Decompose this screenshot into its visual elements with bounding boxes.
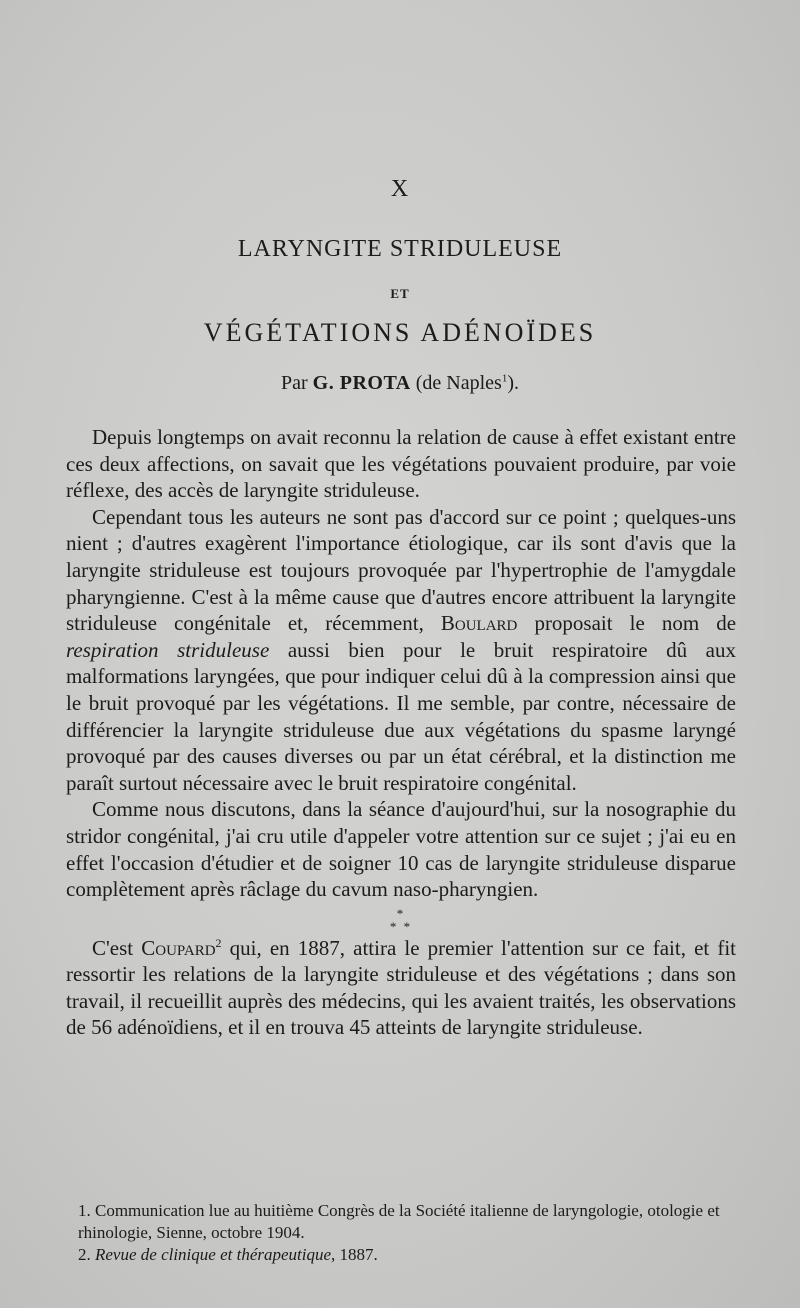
footnote-ref-2: 2: [215, 935, 222, 950]
byline-prefix: Par: [281, 372, 308, 394]
article-title-line1: LARYNGITE STRIDULEUSE: [237, 236, 563, 262]
byline-close: ).: [507, 372, 519, 394]
separator-star-top: *: [396, 905, 406, 921]
article-title-conjunction: ET: [390, 286, 410, 301]
separator-stars-bottom: * *: [389, 918, 413, 934]
body-text: [66, 424, 736, 1041]
footnote-2-journal: Revue de clinique et thérapeutique: [95, 1245, 332, 1264]
paragraph-3: Comme nous discutons, dans la séance d'aujourd'hui, sur la nosographie du stridor congénital, j'ai cru utile d'appeler votre attention sur ce sujet ; j'ai eu en effet l'occasion d'étudier et de soigner 10 cas de laryngite striduleuse disparue complètement après râclage du cavum naso-pharyngien.: [66, 797, 736, 902]
paragraph-2: [66, 504, 736, 797]
footnote-ref-1: 1: [501, 372, 508, 385]
footnote-2: [78, 1244, 738, 1266]
author-affiliation: (de Naples: [415, 372, 502, 394]
footnote-1: 1. Communication lue au huitième Congrès de la Société italienne de laryngologie, otologie et rhinologie, Sienne, octobre 1904.: [78, 1201, 720, 1242]
article-title-line2: VÉGÉTATIONS ADÉNOÏDES: [203, 318, 597, 347]
paragraph-2-part-a: Cependant tous les auteurs ne sont pas d'accord sur ce point ; quelques-uns nient ; d'autres exagèrent l'importance étiologique, car ils sont d'avis que la laryngite striduleuse est toujours provoquée par l'hypertrophie de l'amygdale pharyngienne. C'est à la même cause que d'autres encore attribuent la laryngite striduleuse congénitale et, récemment,: [66, 504, 736, 636]
author-cited-coupard: Coupard: [141, 935, 216, 960]
paragraph-4-part-b: qui, en 1887, attira le premier l'attention sur ce fait, et fit ressortir les relations de la laryngite striduleuse et des végétations ; dans son travail, il recueillit auprès des médecins, qui les avaient traités, les observations de 56 adénoïdiens, et il en trouva 45 atteints de laryngite striduleuse.: [66, 935, 737, 1040]
author-cited-boulard: Boulard: [440, 611, 518, 636]
paragraph-2-part-c: aussi bien pour le bruit respiratoire dû aux malformations laryngées, que pour indiquer celui dû à la compression ainsi que le bruit provoqué par les végétations. Il me semble, par contre, nécessaire de différencier la laryngite striduleuse due aux végétations du spasme laryngé provoqué par des causes diverses ou par un état cérébral, et la distinction me paraît surtout nécessaire avec le bruit respiratoire congénital.: [66, 637, 736, 795]
paragraph-4: [66, 935, 736, 1041]
section-separator: [66, 907, 736, 933]
footnote-2-year: , 1887.: [331, 1245, 378, 1264]
footnotes: [78, 1200, 738, 1266]
byline: [0, 372, 800, 395]
chapter-number: X: [390, 176, 410, 202]
footnote-2-number: 2.: [78, 1245, 91, 1264]
paragraph-2-part-b: proposait le nom de: [534, 611, 737, 636]
paragraph-4-part-a: C'est: [92, 935, 134, 960]
italic-term: respiration striduleuse: [66, 637, 270, 662]
paragraph-1: Depuis longtemps on avait reconnu la relation de cause à effet existant entre ces deux affections, on savait que les végétations pouvaient produire, par voie réflexe, des accès de laryngite striduleuse.: [66, 425, 736, 503]
author-name: G. PROTA: [312, 372, 411, 394]
